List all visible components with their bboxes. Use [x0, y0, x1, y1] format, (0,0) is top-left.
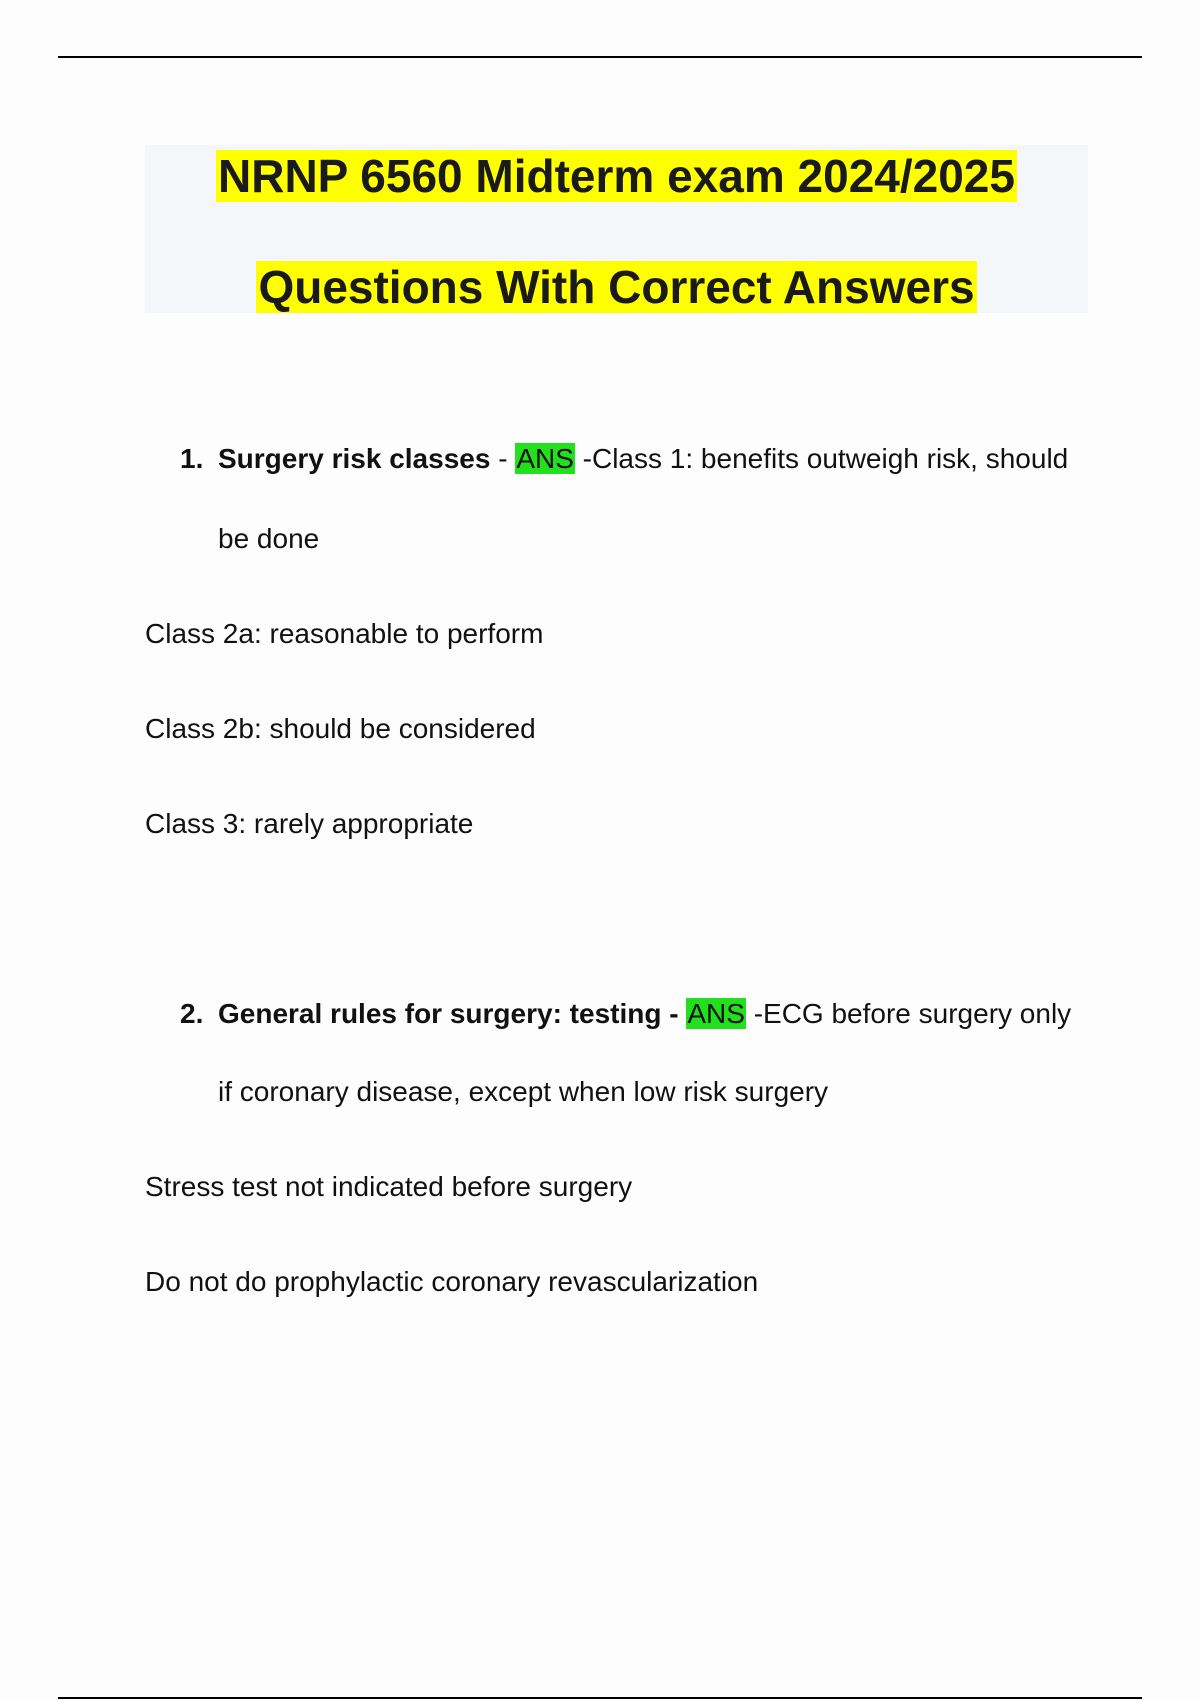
answer-extra-line: Stress test not indicated before surgery [145, 1171, 633, 1202]
answer-extra-line: Class 2a: reasonable to perform [145, 618, 544, 649]
answer-text: -Class 1: benefits outweigh risk, should [574, 443, 1069, 474]
answer-extra-line: Class 3: rarely appropriate [145, 808, 474, 839]
question-number: 2. [180, 998, 204, 1029]
question-separator: - [490, 443, 516, 474]
top-rule [58, 56, 1142, 58]
answer-label: ANS [687, 998, 745, 1029]
question-2-line-2: if coronary disease, except when low risk surgery [218, 1076, 829, 1107]
answer-extra-line: Class 2b: should be considered [145, 713, 536, 744]
page-title-line-2: Questions With Correct Answers [258, 261, 975, 313]
bottom-rule [58, 1697, 1142, 1699]
question-1-line-2: be done [218, 523, 320, 554]
question-2-line-1 [218, 997, 1071, 1031]
question-number: 1. [180, 443, 204, 474]
question-term: General rules for surgery: testing - [218, 998, 687, 1029]
answer-label: ANS [516, 443, 574, 474]
page-title-line-1: NRNP 6560 Midterm exam 2024/2025 [218, 150, 1015, 202]
title-block [145, 145, 1088, 313]
answer-text: -ECG before surgery only [745, 998, 1072, 1029]
question-1-line-1 [218, 442, 1068, 476]
question-term: Surgery risk classes [218, 443, 491, 474]
answer-extra-line: Do not do prophylactic coronary revascularization [145, 1266, 759, 1297]
